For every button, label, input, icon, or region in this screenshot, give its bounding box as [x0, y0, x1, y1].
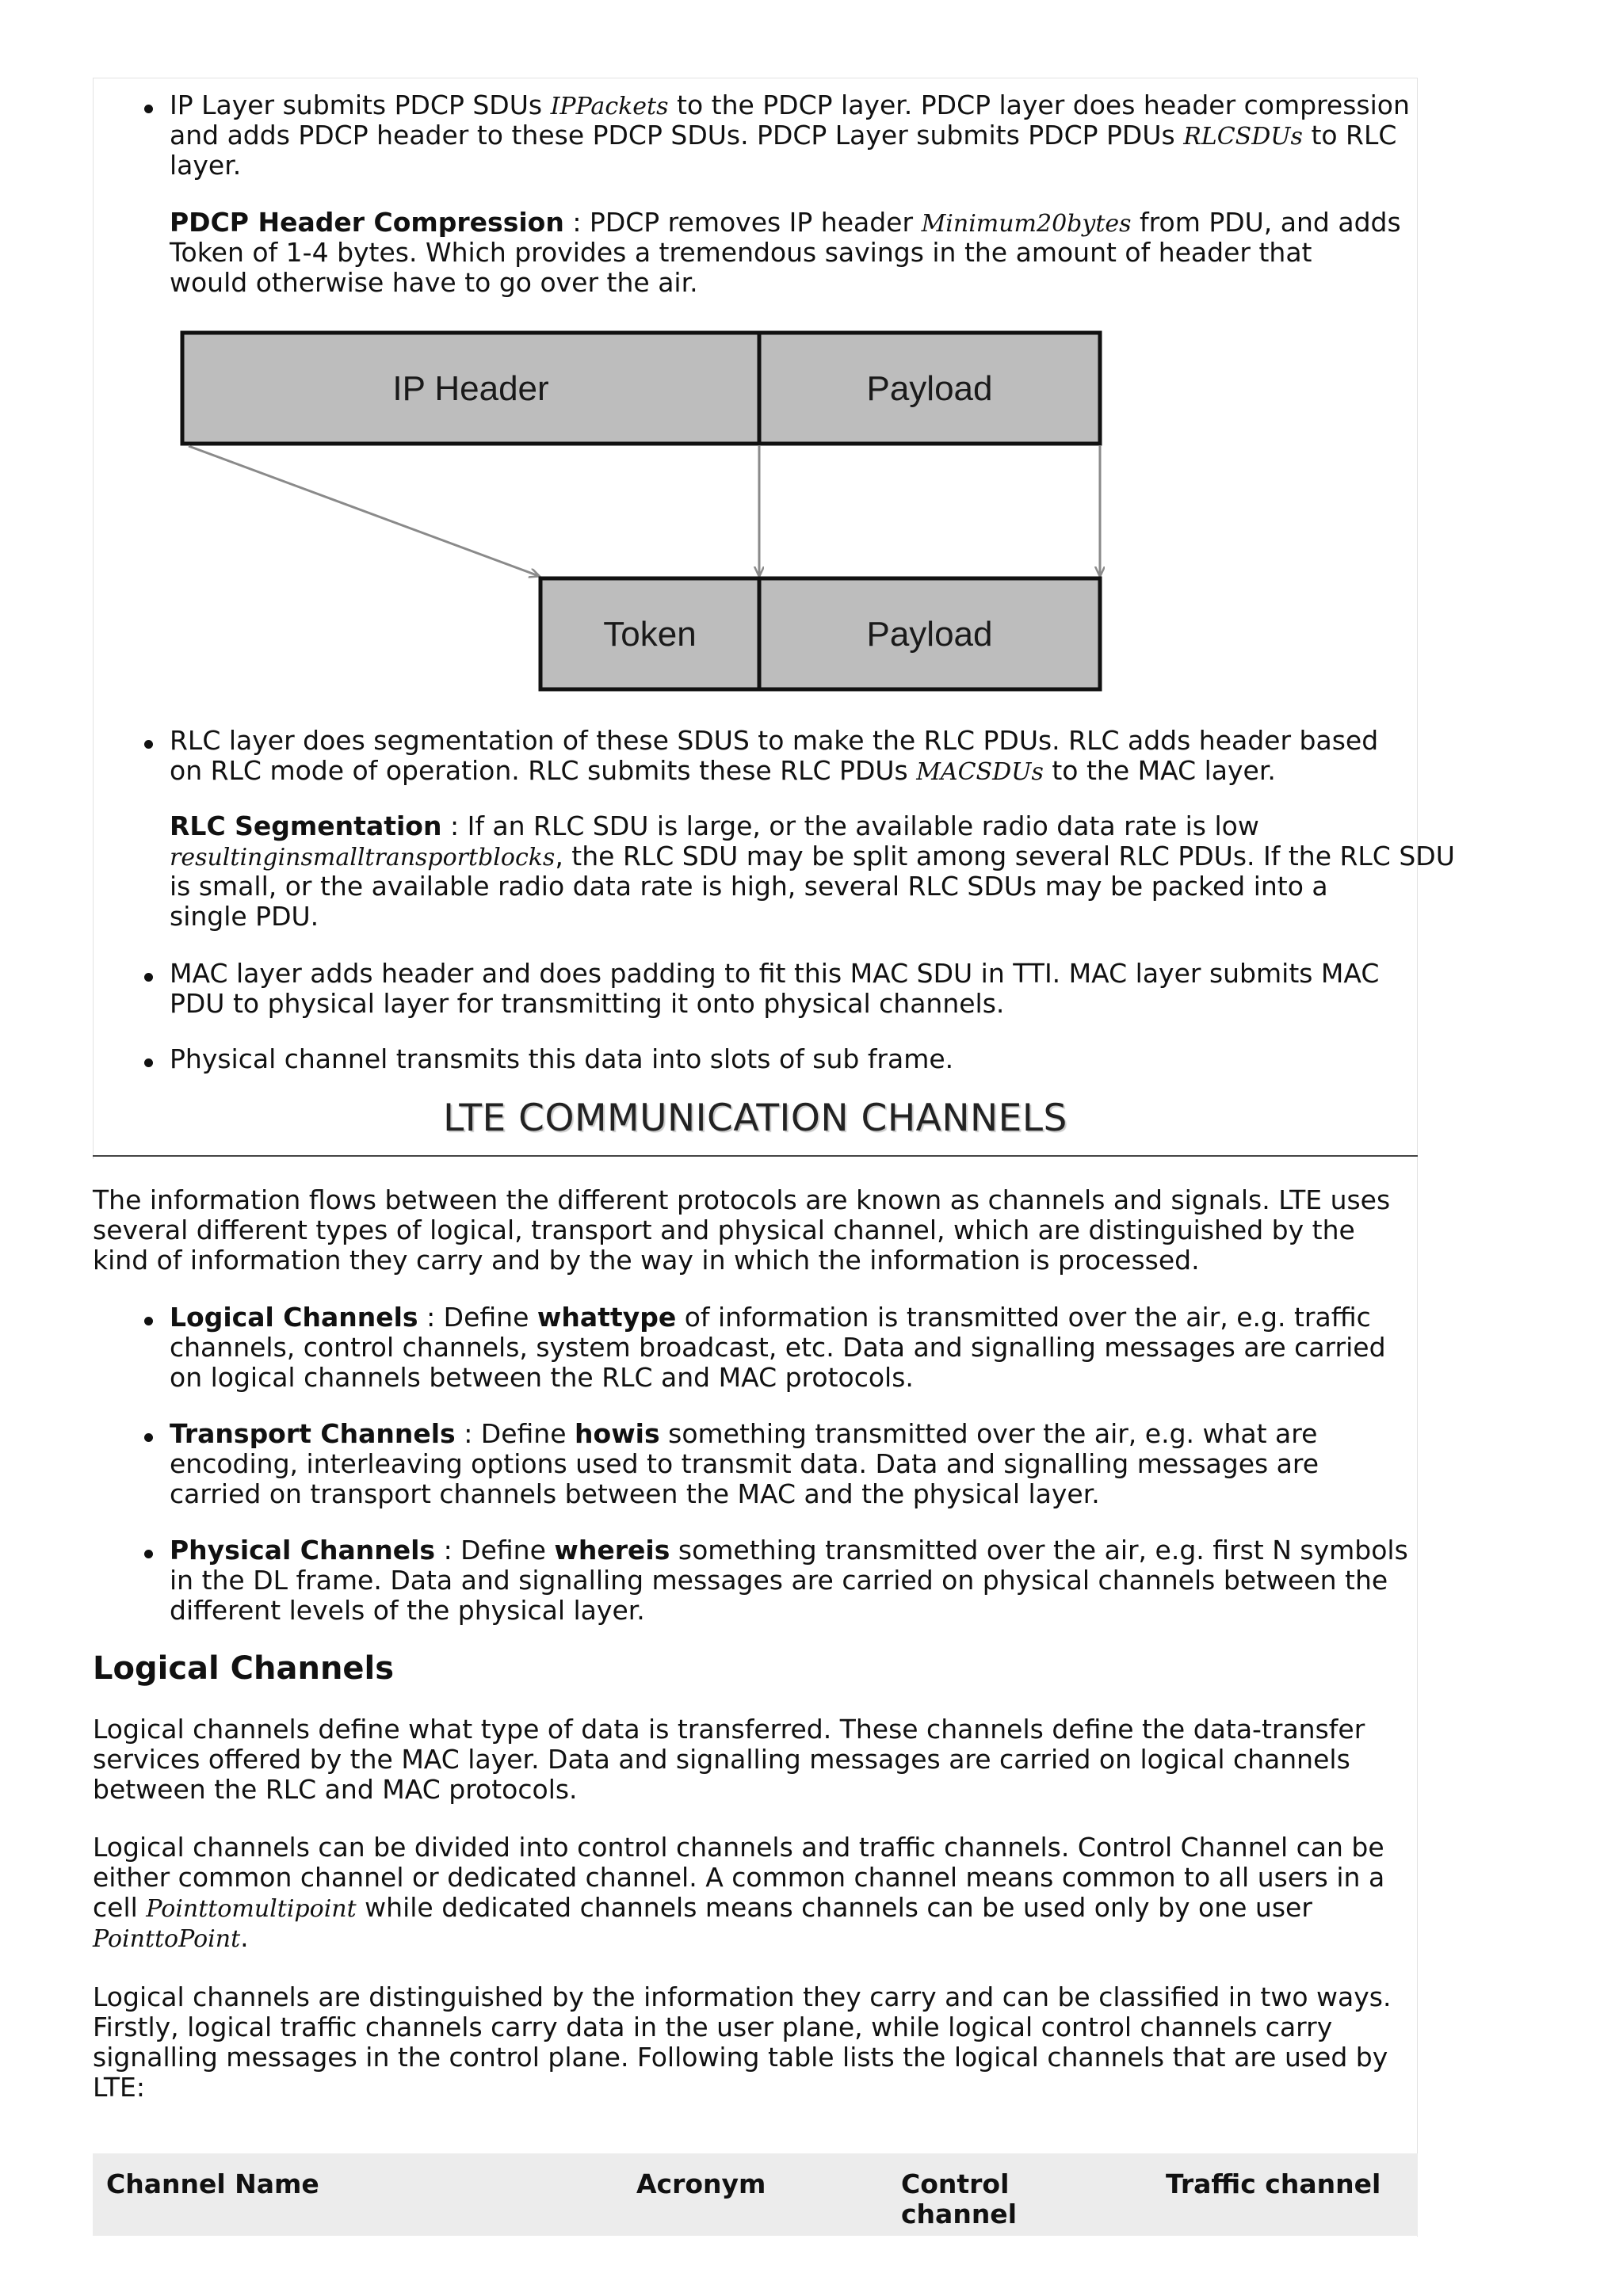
bullet-dot: [144, 1550, 153, 1558]
physical-bullet-line1: Physical channel transmits this data into slots of sub frame.: [170, 1043, 954, 1074]
logical-channels-line3: on logical channels between the RLC and MAC protocols.: [170, 1362, 914, 1393]
logical-channels-table-header: [93, 2153, 1418, 2236]
para2-line1: Logical channels can be divided into control channels and traffic channels. Control Channel can be: [93, 1832, 1384, 1863]
payload-bottom-label: Payload: [866, 615, 993, 654]
para3-line3: signalling messages in the control plane. Following table lists the logical channels that are used by: [93, 2042, 1388, 2073]
intro-line1: The information flows between the different protocols are known as channels and signals. LTE uses: [93, 1184, 1391, 1215]
pdcp-bullet-line2: and adds PDCP header to these PDCP SDUs. PDCP Layer submits PDCP PDUs RLCSDUs to RLC: [170, 120, 1397, 151]
bullet-dot: [144, 740, 153, 749]
para1-line1: Logical channels define what type of data is transferred. These channels define the data-transfer: [93, 1714, 1365, 1745]
rlc-segmentation-line2: resultinginsmalltransportblocks, the RLC SDU may be split among several RLC PDUs. If the RLC SDU: [170, 841, 1455, 871]
section-title: LTE COMMUNICATION CHANNELS: [443, 1097, 1067, 1140]
physical-channels-line2: in the DL frame. Data and signalling messages are carried on physical channels between the: [170, 1565, 1388, 1596]
para2-line2: either common channel or dedicated channel. A common channel means common to all users in a: [93, 1862, 1385, 1893]
para3-line2: Firstly, logical traffic channels carry data in the user plane, while logical control channels carry: [93, 2012, 1333, 2042]
rlc-bullet-line2: on RLC mode of operation. RLC submits these RLC PDUs MACSDUs to the MAC layer.: [170, 755, 1276, 786]
col-traffic-channel: Traffic channel: [1166, 2168, 1381, 2199]
physical-channels-line3: different levels of the physical layer.: [170, 1595, 645, 1626]
rlc-bullet-line1: RLC layer does segmentation of these SDUS to make the RLC PDUs. RLC adds header based: [170, 725, 1379, 756]
token-label: Token: [603, 615, 697, 654]
col-control-channel: Control channel: [901, 2168, 1018, 2229]
col-acronym: Acronym: [636, 2168, 766, 2199]
bullet-dot: [144, 1433, 153, 1442]
logical-channels-heading: Logical Channels: [93, 1650, 395, 1687]
para2-line4: PointtoPoint.: [93, 1922, 249, 1953]
section-divider: [93, 1155, 1418, 1157]
bullet-dot: [144, 1317, 153, 1325]
para1-line2: services offered by the MAC layer. Data and signalling messages are carried on logical channels: [93, 1744, 1350, 1775]
pdcp-compression-line3: would otherwise have to go over the air.: [170, 267, 698, 298]
pdcp-compression-line2: Token of 1-4 bytes. Which provides a tremendous savings in the amount of header that: [170, 237, 1312, 268]
para3-line1: Logical channels are distinguished by the information they carry and can be classified in two ways.: [93, 1981, 1392, 2012]
para3-line4: LTE:: [93, 2072, 145, 2103]
pdcp-bullet-line3: layer.: [170, 150, 242, 181]
rlc-segmentation-line3: is small, or the available radio data rate is high, several RLC SDUs may be packed into a: [170, 871, 1328, 902]
bullet-dot: [144, 973, 153, 982]
transport-channels-line2: encoding, interleaving options used to transmit data. Data and signalling messages are: [170, 1448, 1319, 1479]
bullet-dot: [144, 1058, 153, 1067]
arrow-header-to-token: [189, 446, 539, 576]
rlc-segmentation-line1: RLC Segmentation : If an RLC SDU is large, or the available radio data rate is low: [170, 810, 1259, 841]
bullet-dot: [144, 105, 153, 113]
logical-channels-line2: channels, control channels, system broadcast, etc. Data and signalling messages are carried: [170, 1332, 1386, 1363]
para1-line3: between the RLC and MAC protocols.: [93, 1774, 578, 1805]
ip-header-label: IP Header: [392, 369, 549, 408]
intro-line3: kind of information they carry and by the way in which the information is processed.: [93, 1245, 1200, 1276]
header-compression-diagram: [174, 321, 1125, 701]
mac-bullet-line2: PDU to physical layer for transmitting it onto physical channels.: [170, 988, 1005, 1019]
intro-line2: several different types of logical, transport and physical channel, which are distinguished by the: [93, 1215, 1355, 1245]
rlc-segmentation-line4: single PDU.: [170, 901, 319, 932]
pdcp-bullet-line1: IP Layer submits PDCP SDUs IPPackets to the PDCP layer. PDCP layer does header compression: [170, 90, 1410, 120]
physical-channels-line1: Physical Channels : Define whereis something transmitted over the air, e.g. first N symbols: [170, 1535, 1408, 1566]
transport-channels-line3: carried on transport channels between the MAC and the physical layer.: [170, 1478, 1100, 1509]
pdcp-compression-line1: PDCP Header Compression : PDCP removes IP header Minimum20bytes from PDU, and adds: [170, 207, 1401, 238]
transport-channels-line1: Transport Channels : Define howis something transmitted over the air, e.g. what are: [170, 1418, 1318, 1449]
payload-top-label: Payload: [866, 369, 993, 408]
logical-channels-line1: Logical Channels : Define whattype of information is transmitted over the air, e.g. traffic: [170, 1302, 1371, 1333]
para2-line3: cell Pointtomultipoint while dedicated channels means channels can be used only by one user: [93, 1892, 1312, 1923]
col-channel-name: Channel Name: [106, 2168, 319, 2199]
mac-bullet-line1: MAC layer adds header and does padding to fit this MAC SDU in TTI. MAC layer submits MAC: [170, 958, 1380, 989]
